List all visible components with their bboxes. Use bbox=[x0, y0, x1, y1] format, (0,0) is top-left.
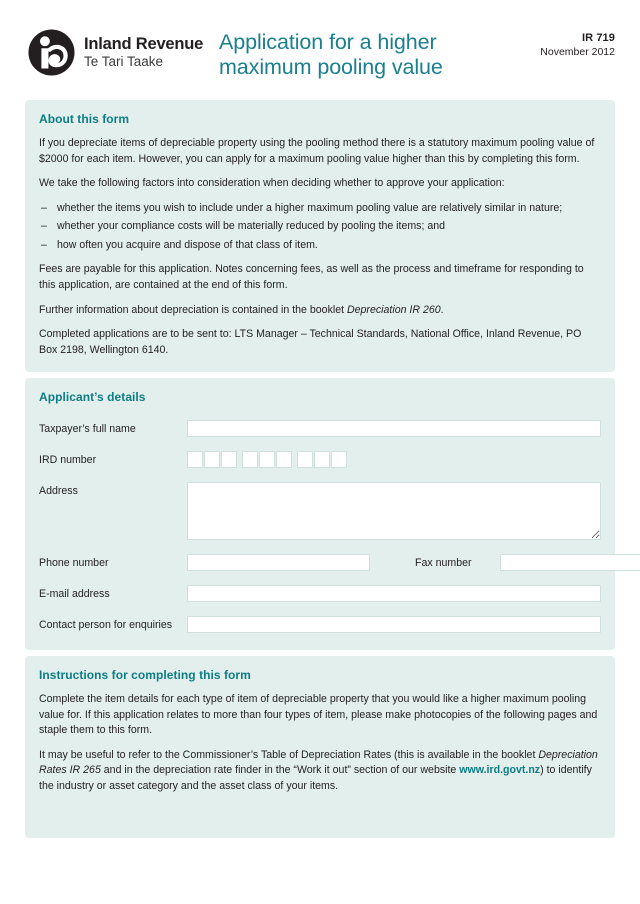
contact-person-input[interactable] bbox=[187, 616, 601, 633]
ird-digit-cell[interactable] bbox=[204, 451, 220, 468]
panel-bottom-spacer bbox=[39, 633, 601, 636]
applicant-details-panel bbox=[25, 378, 615, 650]
list-item bbox=[39, 201, 601, 217]
phone-number-label: Phone number bbox=[39, 557, 109, 570]
email-address-input[interactable] bbox=[187, 585, 601, 602]
ird-digit-cell[interactable] bbox=[242, 451, 258, 468]
fax-number-input[interactable] bbox=[500, 554, 640, 571]
depreciation-rates-booklet-reference: Depreciation Rates IR 265 bbox=[39, 748, 598, 777]
about-paragraph-4-tail: . bbox=[440, 303, 444, 316]
about-paragraph-3: Fees are payable for this application. Notes concerning fees, as well as the process and timeframe for responding to this application, are contained at the end of this form. bbox=[39, 263, 584, 291]
ird-digit-cell[interactable] bbox=[314, 451, 330, 468]
document-reference bbox=[540, 31, 615, 59]
address-input[interactable] bbox=[187, 482, 601, 540]
ird-group-2 bbox=[242, 451, 293, 468]
email-address-label: E-mail address bbox=[39, 588, 110, 601]
instructions-text-part-1: It may be useful to refer to the Commissioner’s Table of Depreciation Rates (this is available in the booklet bbox=[39, 748, 539, 761]
ird-digit-cell[interactable] bbox=[259, 451, 275, 468]
dash-marker-icon: – bbox=[41, 201, 47, 214]
fax-number-label: Fax number bbox=[415, 557, 472, 570]
booklet-reference: Depreciation IR 260 bbox=[347, 303, 441, 316]
logo-name-en: Inland Revenue bbox=[84, 35, 204, 54]
about-paragraph-1: If you depreciate items of depreciable property using the pooling method there is a statutory maximum pooling value of $2000 for each item. However, you can apply for a maximum pooling value higher than this by completing this form. bbox=[39, 137, 595, 165]
page-title: Application for a higher maximum pooling value bbox=[219, 30, 443, 80]
ird-digit-cell[interactable] bbox=[276, 451, 292, 468]
logo-wordmark bbox=[84, 36, 203, 69]
instructions-section-heading: Instructions for completing this form bbox=[39, 668, 251, 683]
ird-digit-cell[interactable] bbox=[297, 451, 313, 468]
list-item bbox=[39, 219, 601, 235]
field-row-phone-fax bbox=[39, 554, 601, 571]
dash-marker-icon: – bbox=[41, 238, 47, 251]
address-label: Address bbox=[39, 485, 78, 498]
page-header bbox=[0, 0, 640, 100]
field-row-taxpayer-name bbox=[39, 420, 601, 437]
instructions-paragraph-1: Complete the item details for each type of item of depreciable property that you would like a higher maximum pooling value for. If this application relates to more than four types of item, please make photocopies of the following pages and staple them to this form. bbox=[39, 693, 598, 737]
ird-digit-cell[interactable] bbox=[221, 451, 237, 468]
dash-marker-icon: – bbox=[41, 220, 47, 233]
instructions-paragraph-2 bbox=[39, 748, 601, 795]
list-item-text: whether the items you wish to include under a higher maximum pooling value are relatively similar in nature; bbox=[57, 201, 563, 214]
about-this-form-panel bbox=[25, 100, 615, 372]
ird-number-label: IRD number bbox=[39, 454, 97, 467]
inland-revenue-koru-logo-icon bbox=[28, 29, 75, 76]
instructions-text-part-2: and in the depreciation rate finder in the “Work it out” section of our website bbox=[100, 764, 460, 777]
taxpayer-name-input[interactable] bbox=[187, 420, 601, 437]
ird-group-3 bbox=[297, 451, 348, 468]
list-item-text: how often you acquire and dispose of that class of item. bbox=[57, 238, 318, 251]
field-row-address bbox=[39, 482, 601, 540]
list-item bbox=[39, 238, 601, 254]
ird-digit-cell[interactable] bbox=[187, 451, 203, 468]
about-paragraph-4-lead: Further information about depreciation is contained in the booklet bbox=[39, 303, 347, 316]
about-section-heading: About this form bbox=[39, 112, 130, 126]
contact-person-label: Contact person for enquiries bbox=[39, 619, 173, 632]
logo-name-mi: Te Tari Taake bbox=[84, 53, 164, 69]
about-factors-list bbox=[39, 201, 601, 254]
form-code: IR 719 bbox=[581, 32, 615, 44]
ird-group-1 bbox=[187, 451, 238, 468]
about-paragraph-2: We take the following factors into consideration when deciding whether to approve your application: bbox=[39, 177, 505, 190]
about-paragraph-5: Completed applications are to be sent to: LTS Manager – Technical Standards, National Office, Inland Revenue, PO Box 2198, Wellington 6140. bbox=[39, 328, 582, 356]
instructions-text-part-3: ) to identify the industry or asset category and the asset class of your items. bbox=[39, 764, 592, 792]
field-row-ird-number bbox=[39, 451, 601, 468]
ird-website-link[interactable]: www.ird.govt.nz bbox=[459, 764, 541, 777]
field-row-email bbox=[39, 585, 601, 602]
taxpayer-name-label: Taxpayer’s full name bbox=[39, 423, 136, 436]
ird-digit-cell[interactable] bbox=[331, 451, 347, 468]
applicant-section-heading: Applicant’s details bbox=[39, 390, 146, 405]
ird-number-input-group[interactable] bbox=[187, 451, 348, 468]
about-paragraph-4 bbox=[39, 303, 601, 319]
instructions-panel bbox=[25, 656, 615, 838]
inland-revenue-logo bbox=[28, 29, 203, 76]
list-item-text: whether your compliance costs will be materially reduced by pooling the items; and bbox=[57, 220, 446, 233]
phone-number-input[interactable] bbox=[187, 554, 370, 571]
field-row-contact-person bbox=[39, 616, 601, 633]
form-date: November 2012 bbox=[540, 45, 615, 58]
